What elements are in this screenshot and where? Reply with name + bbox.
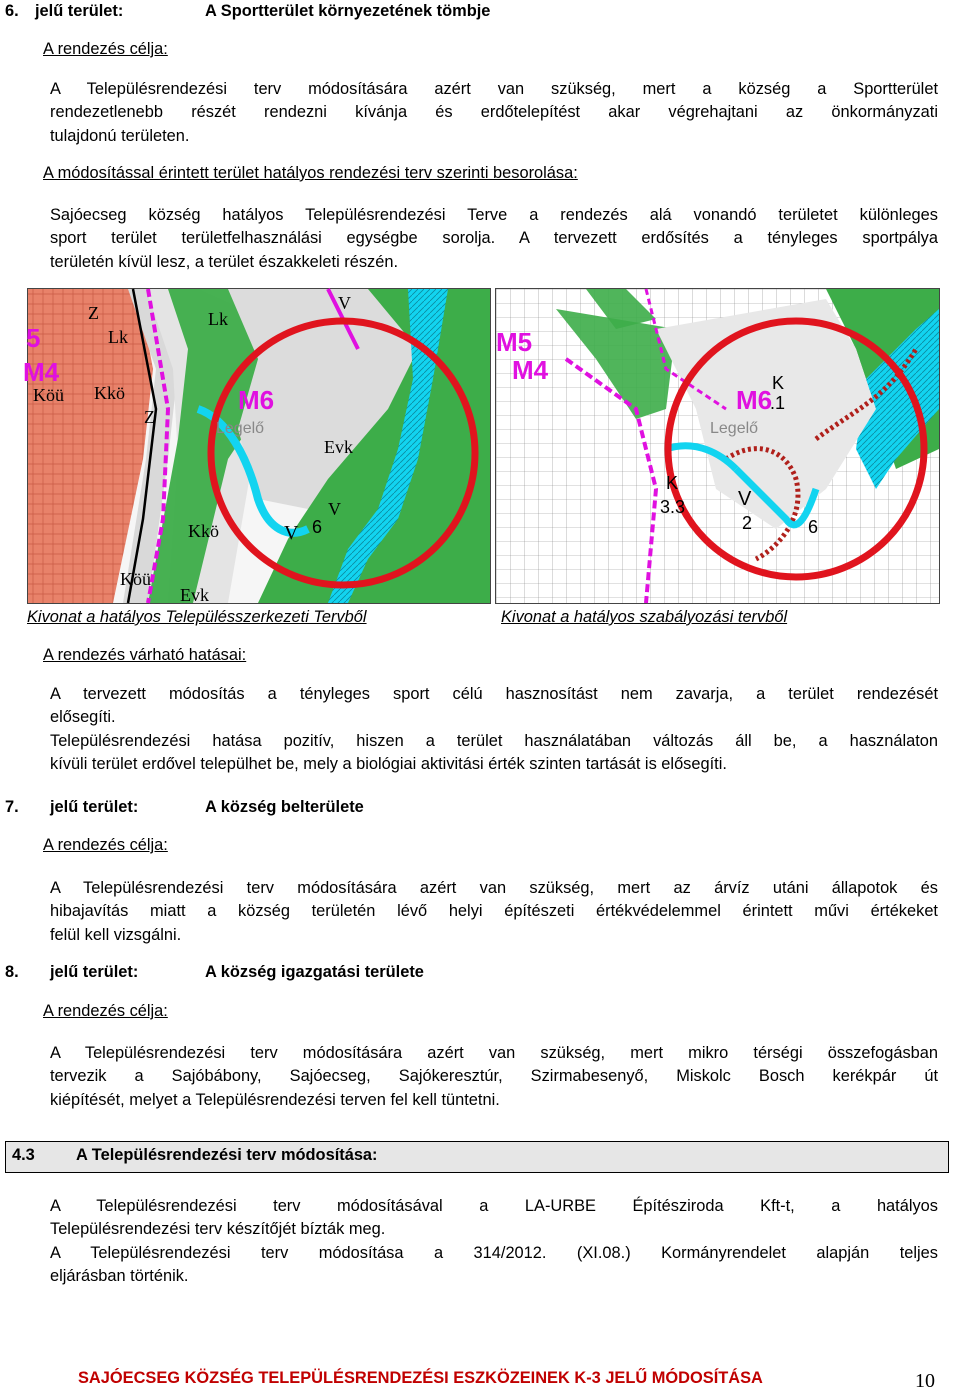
svg-text:M5: M5: [496, 327, 533, 357]
paragraph-line: tervezik a Sajóbábony, Sajóecseg, Sajókeresztúr, Szirmabesenyő, Miskolc Bosch kerékpár út: [50, 1067, 938, 1086]
paragraph-line: kívüli terület erdővel települhet be, mely a biológiai aktivitási érték szinten tartását is elősegíti.: [50, 754, 727, 773]
svg-text:K: K: [772, 373, 785, 393]
svg-text:M6: M6: [736, 385, 773, 415]
svg-text:3.3: 3.3: [660, 497, 686, 517]
goal-paragraph: [50, 877, 938, 947]
svg-text:Lk: Lk: [108, 327, 128, 347]
svg-text:Lk: Lk: [208, 309, 228, 329]
paragraph-line: A tervezett módosítás a tényleges sport célú hasznosítást nem zavarja, a terület rendezését: [50, 685, 938, 703]
svg-text:M4: M4: [23, 357, 60, 387]
classification-paragraph: [50, 204, 938, 274]
section-8-heading: [5, 963, 705, 985]
paragraph-line: eljárásban történik.: [50, 1266, 189, 1285]
map-caption-left: Kivonat a hatályos Településszerkezeti Tervből: [27, 608, 367, 626]
svg-text:2: 2: [742, 513, 753, 533]
svg-text:Legelő: Legelő: [216, 420, 265, 437]
paragraph-line: A Településrendezési terv módosítására azért van szükség, mert az árvíz utáni állapotok és: [50, 879, 938, 897]
map-caption-right: Kivonat a hatályos szabályozási tervből: [501, 608, 788, 626]
section-number: 4.3: [12, 1146, 35, 1164]
paragraph-line: A Településrendezési terv módosításával a LA-URBE Építésziroda Kft-t, a hatályos: [50, 1197, 938, 1215]
svg-text:.1: .1: [770, 393, 786, 413]
paragraph-line: Településrendezési hatása pozitív, hiszen a terület használatában változás áll be, a használaton: [50, 731, 938, 750]
section-title: A Sportterület környezetének tömbje: [205, 2, 491, 20]
footer-title: SAJÓECSEG KÖZSÉG TELEPÜLÉSRENDEZÉSI ESZKÖZEINEK K-3 JELŰ MÓDOSÍTÁSA: [78, 1369, 763, 1387]
paragraph-line: felül kell vizsgálni.: [50, 925, 182, 944]
structure-plan-map: [23, 288, 491, 605]
section-4-3-paragraph: [50, 1195, 938, 1288]
section-label: jelű terület:: [50, 798, 139, 816]
svg-text:Z: Z: [144, 407, 155, 427]
section-title: A község igazgatási területe: [205, 963, 424, 981]
section-6-heading: [5, 2, 705, 24]
paragraph-line: A Településrendezési terv módosítása a 314/2012. (XI.08.) Kormányrendelet alapján teljes: [50, 1243, 938, 1262]
paragraph-line: területén kívül lesz, a terület északkeleti részén.: [50, 252, 399, 271]
svg-text:Z: Z: [88, 303, 99, 323]
paragraph-line: Településrendezési terv készítőjét bízták meg.: [50, 1220, 386, 1239]
classification-label: A módosítással érintett terület hatályos rendezési terv szerinti besorolása:: [43, 164, 578, 182]
svg-text:M6: M6: [238, 385, 275, 415]
goal-label: A rendezés célja:: [43, 40, 168, 58]
goal-paragraph: [50, 1042, 938, 1112]
section-number: 7.: [5, 798, 19, 816]
section-number: 6.: [5, 2, 19, 20]
svg-text:5: 5: [26, 323, 41, 353]
paragraph-line: rendezetlenebb részét rendezni kívánja és erdőtelepítést akar végrehajtani az önkormányzati: [50, 103, 938, 122]
svg-text:Kkö: Kkö: [94, 383, 125, 403]
svg-text:Legelő: Legelő: [710, 420, 759, 437]
section-title: A község belterülete: [205, 798, 364, 816]
regulatory-plan-map: [495, 288, 940, 604]
svg-text:Evk: Evk: [324, 437, 353, 457]
paragraph-line: kiépítését, melyet a Településrendezési terven fel kell tüntetni.: [50, 1090, 500, 1109]
effects-paragraph: [50, 683, 938, 776]
page-number: 10: [915, 1370, 935, 1392]
paragraph-line: A Településrendezési terv módosítására azért van szükség, mert mikro térségi összefogásban: [50, 1044, 938, 1062]
paragraph-line: tulajdonú területen.: [50, 126, 190, 145]
svg-text:V: V: [328, 499, 341, 519]
section-title: A Településrendezési terv módosítása:: [76, 1146, 378, 1164]
svg-text:6: 6: [312, 517, 323, 537]
regulatory-plan-drawing: [496, 289, 939, 603]
svg-text:6: 6: [808, 517, 819, 537]
svg-text:V: V: [338, 293, 351, 313]
svg-text:K: K: [666, 473, 679, 493]
svg-text:Köü: Köü: [33, 385, 64, 405]
goal-label: A rendezés célja:: [43, 836, 168, 854]
svg-text:Köü: Köü: [120, 569, 151, 589]
section-4-3-heading: [5, 1141, 949, 1173]
section-7-heading: [5, 798, 705, 820]
svg-text:M4: M4: [512, 355, 549, 385]
goal-label: A rendezés célja:: [43, 1002, 168, 1020]
paragraph-line: elősegíti.: [50, 708, 116, 727]
goal-paragraph: [50, 78, 938, 148]
paragraph-line: hibajavítás miatt a község területén lévő helyi építészeti értékvédelemmel érintett művi értékeket: [50, 902, 938, 921]
section-label: jelű terület:: [35, 2, 124, 20]
section-number: 8.: [5, 963, 19, 981]
svg-text:Kkö: Kkö: [188, 521, 219, 541]
paragraph-line: sport terület területfelhasználási egységbe sorolja. A tervezett erdősítés a tényleges sportpálya: [50, 229, 938, 248]
structure-plan-drawing: [23, 289, 490, 605]
paragraph-line: A Településrendezési terv módosítására azért van szükség, mert a község a Sportterület: [50, 80, 938, 98]
svg-text:V: V: [284, 522, 299, 544]
paragraph-line: Sajóecseg község hatályos Településrendezési Terve a rendezés alá vonandó területet különleges: [50, 206, 938, 224]
svg-text:Evk: Evk: [180, 585, 209, 605]
svg-text:V: V: [738, 488, 752, 510]
section-label: jelű terület:: [50, 963, 139, 981]
effects-label: A rendezés várható hatásai:: [43, 646, 247, 664]
